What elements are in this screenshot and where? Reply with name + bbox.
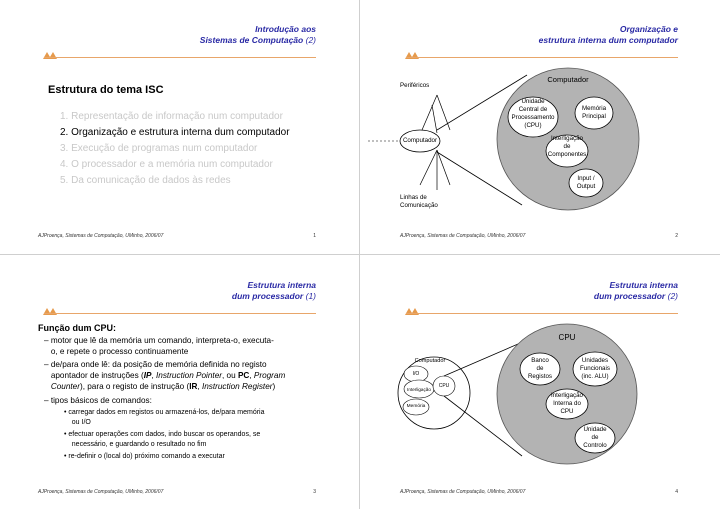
sub-bullet-1: • carregar dados em registos ou armazená-los, de/para memória ou I/O (64, 409, 265, 426)
functional-units-label: Unidades Funcionais (inc. ALU) (580, 357, 610, 380)
peripherals-label: Periféricos (400, 82, 430, 89)
header-part: (2) (305, 35, 316, 45)
slide-footer: AJProença, Sistemas de Computação, UMinho, 2006/07 (400, 489, 526, 495)
cpu-structure-diagram (362, 256, 720, 509)
connector-line (420, 150, 437, 185)
slide-title: Estrutura do tema ISC (48, 84, 164, 96)
bullet-2: – de/para onde lê: da posição de memória definida no registo apontador de instruções (IP, Instruction Pointer, ou PC, Program Counter), para o registo de instrução (IR, Instruction Register) (44, 360, 286, 391)
sub-bullet-2: • efectuar operações com dados, indo buscar os operandos, se necessário, e guardando o resultado no fim (64, 431, 261, 448)
header-line-2: dum processador (231, 291, 304, 301)
slide-footer: AJProença, Sistemas de Computação, UMinho, 2006/07 (400, 233, 526, 239)
cpu-label: Unidade Central de Processamento (CPU) (511, 98, 555, 129)
horizontal-separator (0, 254, 720, 255)
topic-item: 4. O processador e a memória num computador (60, 159, 273, 170)
memory-small-label: Memória (406, 404, 426, 409)
header-rule (44, 313, 316, 314)
control-unit-label: Unidade de Controlo (583, 426, 607, 449)
computer-small-label: Computador (402, 137, 438, 144)
header-line-1: Introdução aos (255, 24, 316, 34)
slide-2 (362, 0, 720, 253)
slide-3 (0, 256, 358, 509)
header-line-2: Sistemas de Computação (199, 35, 304, 45)
page-number: 3 (313, 489, 316, 495)
cpu-big-title: CPU (558, 333, 576, 342)
topic-item: 3. Execução de programas num computador (60, 143, 258, 154)
internal-interconnect-label: Interligação Interna do CPU (551, 392, 583, 415)
computer-big-title: Computador (547, 75, 589, 84)
header-rule (44, 57, 316, 58)
connector-line (422, 95, 437, 130)
sub-bullet-3: • re-definir o (local do) próximo comando a executar (64, 453, 225, 460)
interconnect-label: Interligação de Componentes (547, 135, 587, 158)
bullet-1: – motor que lê da memória um comando, interpreta-o, executa- o, e repete o processo continuamente (44, 336, 274, 356)
slide-header (232, 280, 316, 302)
connector-line (437, 150, 450, 185)
header-line-1: Organização e (619, 24, 678, 34)
page-number: 4 (675, 489, 678, 495)
interlig-small-label: Interligação (407, 387, 431, 392)
slide-footer: AJProença, Sistemas de Computação, UMinho, 2006/07 (38, 489, 164, 495)
slide-header (200, 24, 316, 46)
registers-label: Banco de Registos (527, 357, 553, 380)
page-number: 1 (313, 233, 316, 239)
uminho-logo-icon (42, 306, 58, 316)
topic-item: 1. Representação de informação num computador (60, 111, 283, 122)
computer-label: Computador (414, 358, 446, 364)
topic-item: 5. Da comunicação de dados às redes (60, 175, 231, 186)
header-line-1: Estrutura interna (247, 280, 316, 290)
memory-label: Memória Principal (581, 105, 607, 120)
cpu-small-label: CPU (438, 383, 450, 389)
header-line-2: estrutura interna dum computador (538, 35, 678, 45)
uminho-logo-icon (42, 50, 58, 60)
topic-list (60, 109, 290, 189)
page-number: 2 (675, 233, 678, 239)
bullet-3: – tipos básicos de comandos: (44, 396, 152, 405)
slide-title: Função dum CPU: (38, 323, 116, 333)
slide-1 (0, 0, 358, 253)
header-part: (2) (667, 291, 678, 301)
header-line-1: Estrutura interna (609, 280, 678, 290)
connector-line (432, 105, 437, 133)
comm-lines-label: Linhas de Comunicação (400, 194, 438, 209)
slide-4 (362, 256, 720, 509)
io-label: Input / Output (576, 175, 596, 190)
slide-footer: AJProença, Sistemas de Computação, UMinho, 2006/07 (38, 233, 164, 239)
io-small-label: I/O (412, 371, 420, 377)
header-part: (1) (305, 291, 316, 301)
header-line-2: dum processador (593, 291, 666, 301)
topic-item-current: 2. Organização e estrutura interna dum computador (60, 127, 290, 138)
connector-line (437, 95, 450, 130)
